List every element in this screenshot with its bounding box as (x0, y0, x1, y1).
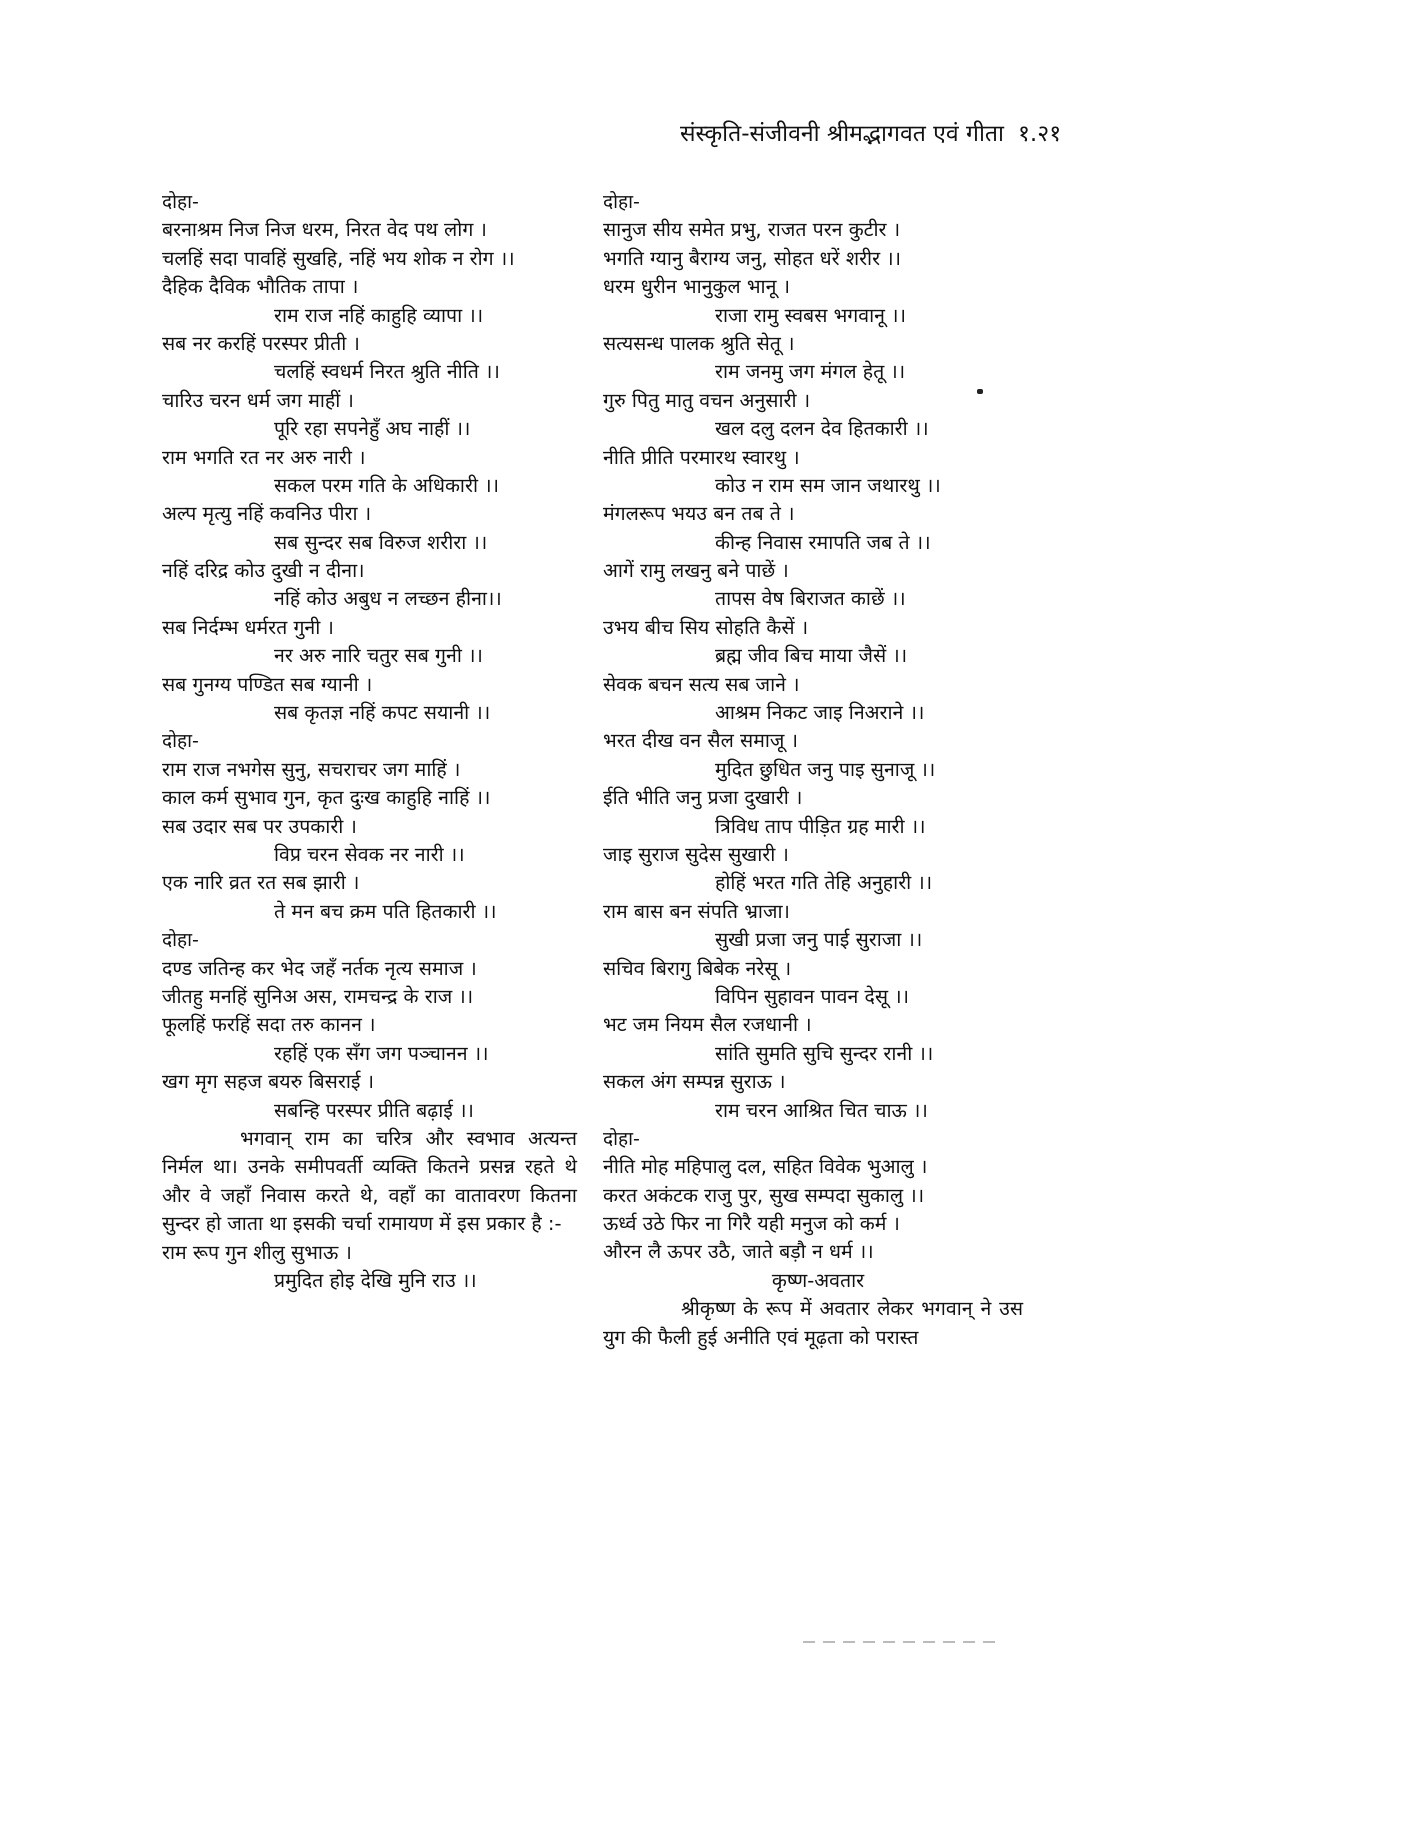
verse-line: नहिं दरिद्र कोउ दुखी न दीना। (162, 559, 365, 583)
left-prose-paragraph: भगवान् राम का चरित्र और स्वभाव अत्यन्त निर्मल था। उनके समीपवर्ती व्यक्ति कितने प्रसन्न रहते थे और वे जहाँ निवास करते थे, वहाँ का वातावरण कितना सुन्दर हो जाता था इसकी चर्चा रामायण में इस प्रकार है :- (162, 1126, 577, 1236)
verse-line: जाइ सुराज सुदेस सुखारी । (603, 842, 789, 866)
verse-line: सब नर करहिं परस्पर प्रीती । (162, 331, 360, 355)
verse-line: दैहिक दैविक भौतिक तापा । (162, 275, 359, 299)
verse-line: सब गुनग्य पण्डित सब ग्यानी । (162, 672, 373, 696)
verse-line: करत अकंटक राजु पुर, सुख सम्पदा सुकालु ।। (603, 1183, 925, 1207)
verse-line: सुखी प्रजा जनु पाई सुराजा ।। (715, 928, 923, 952)
verse-line: सत्यसन्ध पालक श्रुति सेतू । (603, 331, 795, 355)
verse-line: नर अरु नारि चतुर सब गुनी ।। (274, 644, 483, 668)
verse-line: गुरु पितु मातु वचन अनुसारी । (603, 388, 811, 412)
verse-line: राम रूप गुन शीलु सुभाऊ । (162, 1240, 352, 1264)
verse-line: मंगलरूप भयउ बन तब ते । (603, 502, 795, 526)
verse-line: भट जम नियम सैल रजधानी । (603, 1013, 812, 1037)
verse-line: खल दलु दलन देव हितकारी ।। (715, 417, 929, 441)
verse-line: विप्र चरन सेवक नर नारी ।। (274, 842, 465, 866)
right-column (603, 188, 1033, 1352)
verse-line: सब उदार सब पर उपकारी । (162, 814, 357, 838)
verse-line: सानुज सीय समेत प्रभु, राजत परन कुटीर । (603, 218, 901, 242)
verse-line: फूलहिं फरहिं सदा तरु कानन । (162, 1013, 376, 1037)
right-verse-block (603, 188, 1033, 1267)
left-verse-block-2 (162, 1239, 582, 1296)
verse-line: कीन्ह निवास रमापति जब ते ।। (715, 530, 931, 554)
verse-line: राम बास बन संपति भ्राजा। (603, 899, 790, 923)
page-number: १.२१ (1017, 121, 1062, 147)
verse-line: त्रिविध ताप पीड़ित ग्रह मारी ।। (715, 814, 926, 838)
verse-line: सकल अंग सम्पन्न सुराऊ । (603, 1070, 786, 1094)
verse-line: मुदित छुधित जनु पाइ सुनाजू ।। (715, 757, 936, 781)
book-title: संस्कृति-संजीवनी श्रीमद्भागवत एवं गीता (680, 121, 1004, 147)
right-prose-paragraph: श्रीकृष्ण के रूप में अवतार लेकर भगवान् ने उस युग की फैली हुई अनीति एवं मूढ़ता को परास्त (603, 1297, 1023, 1349)
scan-artifact-line (803, 1641, 1003, 1643)
verse-line: राम भगति रत नर अरु नारी । (162, 445, 366, 469)
doha-label: दोहा- (162, 929, 199, 952)
verse-line: सकल परम गति के अधिकारी ।। (274, 473, 499, 497)
verse-line: ईति भीति जनु प्रजा दुखारी । (603, 786, 803, 810)
verse-line: सबन्हि परस्पर प्रीति बढ़ाई ।। (274, 1098, 474, 1122)
verse-line: नीति प्रीति परमारथ स्वारथु । (603, 445, 800, 469)
left-column (162, 188, 582, 1295)
verse-line: राम राज नभगेस सुनु, सचराचर जग माहिं । (162, 757, 461, 781)
verse-line: आश्रम निकट जाइ निअराने ।। (715, 701, 925, 725)
verse-line: राम जनमु जग मंगल हेतू ।। (715, 360, 906, 384)
verse-line: काल कर्म सुभाव गुन, कृत दुःख काहुहि नाहिं ।। (162, 786, 491, 810)
verse-line: सब निर्दम्भ धर्मरत गुनी । (162, 615, 334, 639)
verse-line: बरनाश्रम निज निज धरम, निरत वेद पथ लोग । (162, 218, 487, 242)
verse-line: चारिउ चरन धर्म जग माहीं । (162, 388, 354, 412)
verse-line: सांति सुमति सुचि सुन्दर रानी ।। (715, 1041, 934, 1065)
verse-line: उभय बीच सिय सोहति कैसें । (603, 615, 809, 639)
verse-line: नहिं कोउ अबुध न लच्छन हीना।। (274, 587, 502, 611)
verse-line: ब्रह्म जीव बिच माया जैसें ।। (715, 644, 908, 668)
verse-line: राम चरन आश्रित चित चाऊ ।। (715, 1098, 928, 1122)
verse-line: प्रमुदित होइ देखि मुनि राउ ।। (274, 1268, 477, 1292)
verse-line: नीति मोह महिपालु दल, सहित विवेक भुआलु । (603, 1155, 928, 1179)
verse-line: सब सुन्दर सब विरुज शरीरा ।। (274, 530, 488, 554)
verse-line: भगति ग्यानु बैराग्य जनु, सोहत धरें शरीर ।। (603, 246, 902, 270)
verse-line: भरत दीख वन सैल समाजू । (603, 729, 798, 753)
verse-line: एक नारि व्रत रत सब झारी । (162, 871, 360, 895)
verse-line: चलहिं स्वधर्म निरत श्रुति नीति ।। (274, 360, 500, 384)
section-heading: कृष्ण-अवतार (771, 1268, 865, 1292)
verse-line: चलहिं सदा पावहिं सुखहि, नहिं भय शोक न रोग ।। (162, 246, 515, 270)
verse-line: राजा रामु स्वबस भगवानू ।। (715, 303, 906, 327)
verse-line: राम राज नहिं काहुहि व्यापा ।। (274, 303, 484, 327)
verse-line: खग मृग सहज बयरु बिसराई । (162, 1070, 375, 1094)
verse-line: धरम धुरीन भानुकुल भानू । (603, 275, 791, 299)
verse-line: अल्प मृत्यु नहिं कवनिउ पीरा । (162, 502, 372, 526)
verse-line: आगें रामु लखनु बने पाछें । (603, 559, 789, 583)
running-header (680, 116, 1062, 156)
left-verse-block (162, 188, 582, 1125)
verse-line: दण्ड जतिन्ह कर भेद जहँ नर्तक नृत्य समाज । (162, 956, 477, 980)
verse-line: विपिन सुहावन पावन देसू ।। (715, 984, 909, 1008)
verse-line: ऊर्ध्व उठे फिर ना गिरै यही मनुज को कर्म । (603, 1212, 900, 1236)
verse-line: सब कृतज्ञ नहिं कपट सयानी ।। (274, 701, 491, 725)
verse-line: तापस वेष बिराजत काछें ।। (715, 587, 906, 611)
doha-label: दोहा- (162, 730, 199, 753)
doha-label: दोहा- (603, 191, 640, 213)
verse-line: कोउ न राम सम जान जथारथु ।। (715, 473, 941, 497)
verse-line: रहहिं एक सँग जग पञ्चानन ।। (274, 1041, 489, 1065)
verse-line: होहिं भरत गति तेहि अनुहारी ।। (715, 871, 933, 895)
verse-line: ते मन बच क्रम पति हितकारी ।। (274, 899, 497, 923)
verse-line: पूरि रहा सपनेहुँ अघ नाहीं ।। (274, 417, 471, 441)
doha-label: दोहा- (603, 1127, 640, 1150)
doha-label: दोहा- (162, 191, 199, 213)
verse-line: जीतहु मनहिं सुनिअ अस, रामचन्द्र के राज ।। (162, 984, 474, 1008)
scan-speck (977, 389, 983, 394)
verse-line: सचिव बिरागु बिबेक नरेसू । (603, 956, 792, 980)
verse-line: औरन लै ऊपर उठै, जाते बड़ौ न धर्म ।। (603, 1240, 874, 1264)
verse-line: सेवक बचन सत्य सब जाने । (603, 672, 800, 696)
